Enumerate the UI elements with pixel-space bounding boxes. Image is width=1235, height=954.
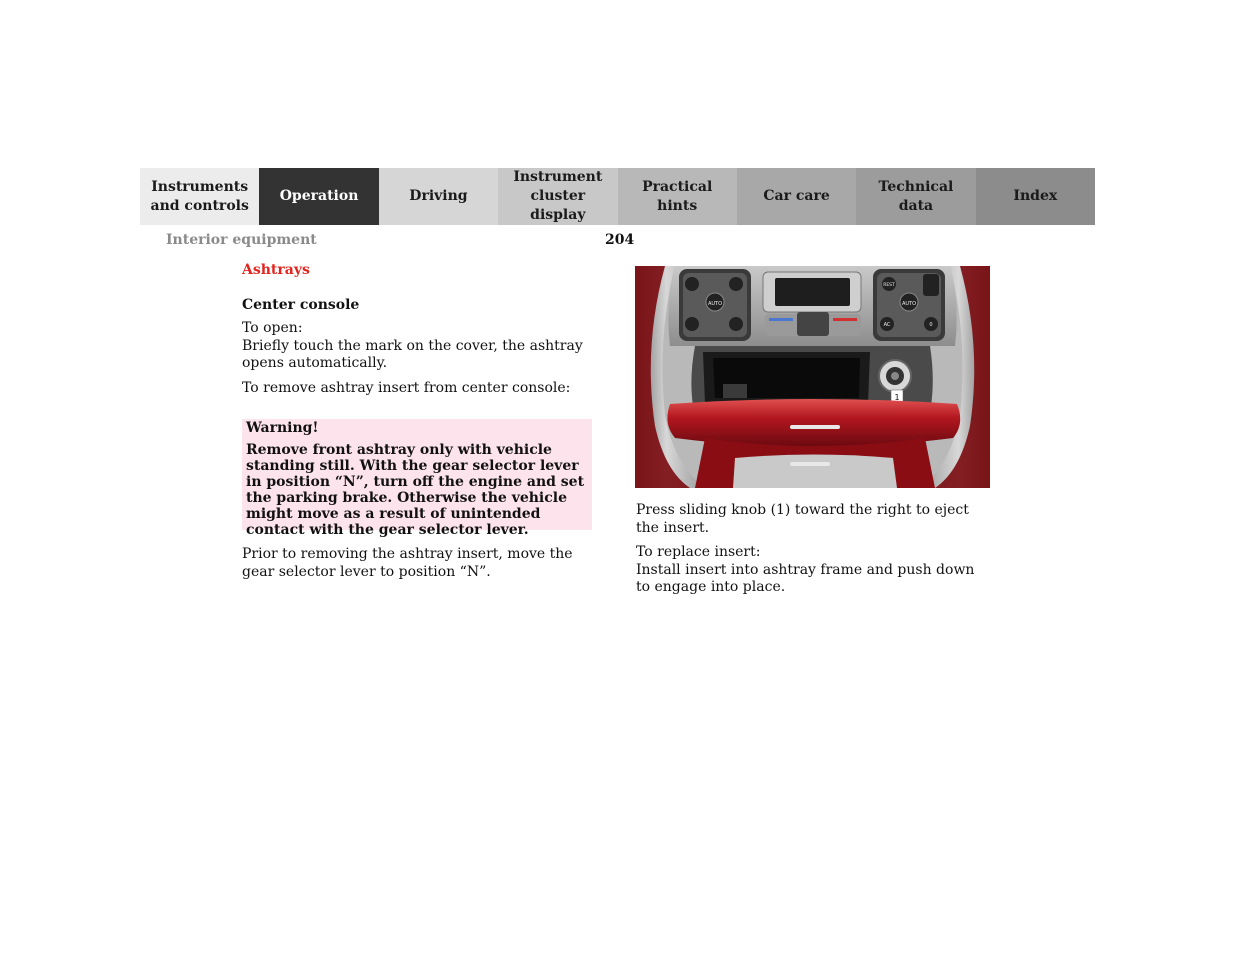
rest-label: REST [883, 283, 895, 288]
tab-instrument-cluster-display[interactable]: Instrument cluster display [498, 168, 617, 225]
page-number: 204 [605, 232, 635, 248]
zero-label: 0 [929, 322, 933, 328]
tab-car-care[interactable]: Car care [737, 168, 856, 225]
open-text: Briefly touch the mark on the cover, the ashtray opens automatically. [242, 337, 583, 371]
tab-practical-hints[interactable]: Practical hints [618, 168, 737, 225]
center-console-illustration [635, 266, 990, 488]
open-label: To open: [242, 320, 303, 336]
ac-label: AC [883, 322, 891, 328]
replace-instructions [636, 544, 991, 597]
left-column [242, 262, 602, 588]
callout-label: 1 [894, 393, 900, 402]
tab-operation[interactable]: Operation [259, 168, 378, 225]
warning-box [242, 419, 592, 538]
replace-text: Install insert into ashtray frame and push down to engage into place. [636, 561, 975, 595]
remove-label: To remove ashtray insert from center console: [242, 379, 571, 396]
warning-text: Remove front ashtray only with vehicle standing still. With the gear selector lever in position “N”, turn off the engine and set the parking brake. Otherwise the vehicle might move as a result of unintended contact with the gear selector lever. [246, 442, 585, 538]
replace-label: To replace insert: [636, 544, 761, 560]
auto-label-left: AUTO [707, 301, 723, 307]
subheading: Center console [242, 296, 360, 313]
page-title: Ashtrays [242, 262, 310, 278]
tab-driving[interactable]: Driving [379, 168, 498, 225]
section-title: Interior equipment [166, 232, 317, 248]
auto-label-right: AUTO [901, 301, 917, 307]
top-navigation [140, 168, 1095, 225]
prior-text: Prior to removing the ashtray insert, move the gear selector lever to position “N”. [242, 546, 573, 580]
open-instructions [242, 320, 602, 373]
tab-technical-data[interactable]: Technical data [856, 168, 975, 225]
press-text: Press sliding knob (1) toward the right to eject the insert. [636, 502, 969, 536]
right-column [636, 502, 991, 604]
warning-title: Warning! [246, 420, 319, 436]
tab-instruments-and-controls[interactable]: Instruments and controls [140, 168, 259, 225]
tab-index[interactable]: Index [976, 168, 1095, 225]
